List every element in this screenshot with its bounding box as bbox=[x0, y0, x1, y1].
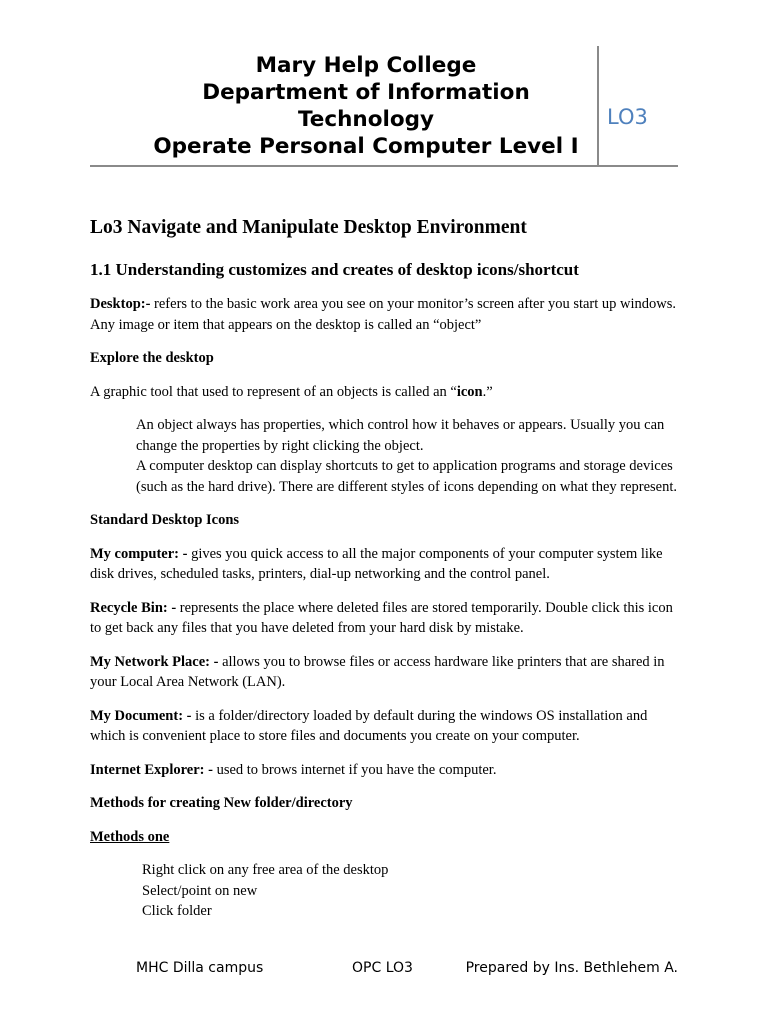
steps-list bbox=[90, 860, 680, 922]
list-item bbox=[90, 901, 680, 922]
method-one-label: Methods one bbox=[90, 828, 170, 845]
subsection-heading: 1.1 Understanding customizes and creates of desktop icons/shortcut bbox=[90, 260, 579, 279]
department-name-cont: Technology bbox=[297, 107, 435, 132]
icon-description bbox=[90, 652, 680, 693]
list-item bbox=[90, 881, 680, 902]
footer-campus: MHC Dilla campus bbox=[136, 960, 264, 976]
term-label: Internet Explorer: - bbox=[90, 761, 213, 778]
icon-text-before: A graphic tool that used to represent of an objects is called an “ bbox=[90, 383, 457, 400]
methods-heading: Methods for creating New folder/directory bbox=[90, 795, 353, 811]
icon-text-after: .” bbox=[482, 383, 493, 400]
page-header bbox=[90, 46, 678, 167]
icon-description bbox=[90, 760, 680, 781]
list-item-text: An object always has properties, which control how it behaves or appears. Usually you can change the properties by right clicking the object. bbox=[136, 417, 665, 454]
term-label: My Network Place: - bbox=[90, 653, 219, 670]
term-text: gives you quick access to all the major components of your computer system like disk drives, scheduled tasks, printers, dial-up networking and the control panel. bbox=[90, 545, 663, 582]
course-name: Operate Personal Computer Level I bbox=[153, 134, 579, 159]
header-title bbox=[90, 52, 642, 160]
explore-heading: Explore the desktop bbox=[90, 350, 214, 366]
footer-author: Prepared by Ins. Bethlehem A. bbox=[465, 960, 678, 976]
footer-course-code: OPC LO3 bbox=[352, 960, 413, 976]
term-text: refers to the basic work area you see on your monitor’s screen after you start up windows. Any image or item that appears on the desktop is called an “object” bbox=[90, 296, 677, 333]
header-code: LO3 bbox=[607, 105, 648, 129]
department-name: Department of Information bbox=[202, 80, 530, 105]
icon-description bbox=[90, 544, 680, 585]
term-label: Recycle Bin: - bbox=[90, 599, 177, 616]
term-label: My Document: - bbox=[90, 707, 192, 724]
icon-term: icon bbox=[456, 383, 483, 400]
icon-definition bbox=[90, 382, 680, 403]
list-item-text: Select/point on new bbox=[142, 882, 258, 899]
term-text: used to brows internet if you have the computer. bbox=[212, 761, 497, 778]
list-item bbox=[90, 456, 680, 497]
header-divider bbox=[597, 46, 599, 165]
term-label: Desktop:- bbox=[90, 296, 151, 312]
list-item bbox=[90, 415, 680, 456]
icon-description bbox=[90, 598, 680, 639]
list-item-text: Right click on any free area of the desktop bbox=[142, 862, 389, 878]
list-item bbox=[90, 860, 680, 881]
section-heading: Lo3 Navigate and Manipulate Desktop Environment bbox=[90, 217, 527, 238]
college-name: Mary Help College bbox=[255, 53, 477, 78]
term-text: allows you to browse files or access hardware like printers that are shared in your Local Area Network (LAN). bbox=[90, 653, 665, 690]
list-item-text: Click folder bbox=[142, 903, 212, 919]
term-text: represents the place where deleted files are stored temporarily. Double click this icon to get back any files that you have deleted from your hard disk by mistake. bbox=[90, 599, 673, 636]
list-item-text: A computer desktop can display shortcuts to get to application programs and storage devices (such as the hard drive). There are different styles of icons depending on what they represent. bbox=[136, 458, 678, 495]
desktop-definition bbox=[90, 294, 680, 335]
bullet-list bbox=[90, 415, 680, 497]
term-label: My computer: - bbox=[90, 545, 188, 562]
standard-icons-heading: Standard Desktop Icons bbox=[90, 512, 240, 528]
document-body bbox=[90, 214, 680, 935]
term-text: is a folder/directory loaded by default during the windows OS installation and which is convenient place to store files and documents you create on your computer. bbox=[90, 707, 648, 744]
icon-description bbox=[90, 706, 680, 747]
method-one-heading bbox=[90, 827, 680, 848]
